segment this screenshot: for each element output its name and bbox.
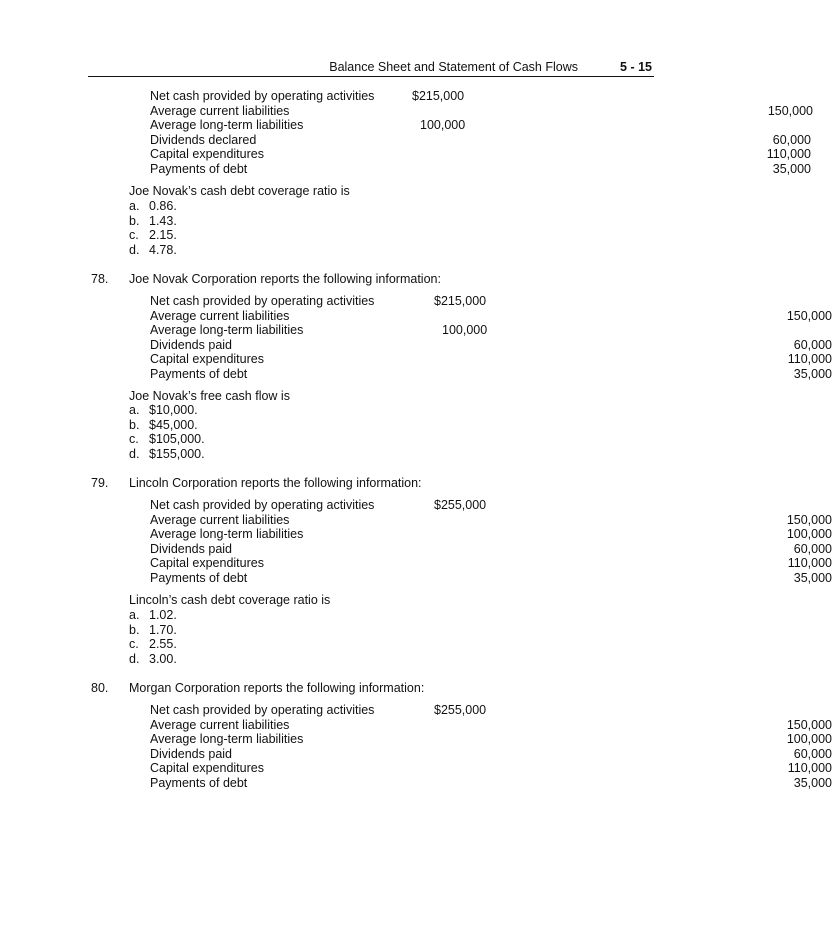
row-label: Average current liabilities xyxy=(150,717,290,732)
row-label: Average current liabilities xyxy=(150,512,290,527)
choice-letter: c. xyxy=(129,228,139,242)
choice-text: 2.55. xyxy=(149,637,177,651)
table-row xyxy=(150,775,832,791)
table-row xyxy=(150,118,490,133)
header-title: Balance Sheet and Statement of Cash Flows xyxy=(329,60,578,74)
table-row xyxy=(150,498,490,513)
table-row xyxy=(150,717,832,733)
row-value: 35,000 xyxy=(772,161,811,176)
table-row xyxy=(150,703,490,718)
row-value: 60,000 xyxy=(793,337,832,352)
row-value: 150,000 xyxy=(786,717,832,732)
choice-letter: d. xyxy=(129,446,140,461)
table-row xyxy=(150,147,811,162)
row-label: Net cash provided by operating activities xyxy=(150,498,375,512)
choice-letter: b. xyxy=(129,213,140,228)
table-row xyxy=(150,366,832,382)
table-row xyxy=(150,308,832,324)
row-value: 150,000 xyxy=(767,103,813,118)
row-label: Average current liabilities xyxy=(150,308,290,323)
intro-data-table xyxy=(150,89,813,176)
table-row xyxy=(150,541,832,557)
row-label: Payments of debt xyxy=(150,570,248,585)
question-number: 78. xyxy=(91,272,109,286)
table-row xyxy=(150,556,832,571)
page-number: 5 - 15 xyxy=(620,60,652,74)
row-label: Payments of debt xyxy=(150,161,248,176)
question-prompt: Joe Novak’s free cash flow is xyxy=(129,389,290,403)
question-data-table xyxy=(150,498,832,585)
row-value: 110,000 xyxy=(787,556,832,570)
row-value: $255,000 xyxy=(434,703,487,717)
table-row xyxy=(150,89,490,104)
row-value: 100,000 xyxy=(786,732,832,746)
row-value: $215,000 xyxy=(412,89,465,103)
table-row xyxy=(150,161,811,177)
header-rule xyxy=(88,76,654,77)
row-label: Capital expenditures xyxy=(150,761,264,775)
choice-letter: a. xyxy=(129,199,140,213)
table-row xyxy=(150,761,832,776)
row-value: 100,000 xyxy=(420,118,466,132)
question-data-table xyxy=(150,294,832,381)
question-stem: Joe Novak Corporation reports the following information: xyxy=(129,272,441,286)
row-label: Payments of debt xyxy=(150,366,248,381)
row-label: Dividends paid xyxy=(150,541,232,556)
table-row xyxy=(150,103,813,119)
row-value: 35,000 xyxy=(793,775,832,790)
choice-text: 1.70. xyxy=(149,622,177,637)
question-data-table xyxy=(150,703,832,790)
row-value: 100,000 xyxy=(786,527,832,541)
page-header xyxy=(88,58,654,78)
row-value: 60,000 xyxy=(772,132,811,147)
row-label: Average current liabilities xyxy=(150,103,290,118)
row-value: 110,000 xyxy=(787,352,832,366)
row-value: 35,000 xyxy=(793,366,832,381)
table-row xyxy=(150,337,832,353)
row-value: 100,000 xyxy=(442,323,488,337)
row-value: 110,000 xyxy=(787,761,832,775)
choice-letter: a. xyxy=(129,403,140,417)
choice-text: 0.86. xyxy=(149,199,177,213)
choice-letter: c. xyxy=(129,432,139,446)
choice-text: $10,000. xyxy=(149,403,198,417)
row-value: 110,000 xyxy=(766,147,811,161)
choice-text: 1.02. xyxy=(149,608,177,622)
choice-letter: c. xyxy=(129,637,139,651)
row-label: Average long-term liabilities xyxy=(150,732,304,746)
row-value: $255,000 xyxy=(434,498,487,512)
choice-text: $45,000. xyxy=(149,417,198,432)
row-label: Net cash provided by operating activities xyxy=(150,89,375,103)
question-number: 79. xyxy=(91,476,109,490)
choice-text: $105,000. xyxy=(149,432,205,446)
question-stem: Joe Novak’s cash debt coverage ratio is xyxy=(129,184,350,198)
choice-letter: a. xyxy=(129,608,140,622)
row-value: 60,000 xyxy=(793,541,832,556)
row-label: Dividends paid xyxy=(150,746,232,761)
row-value: 150,000 xyxy=(786,512,832,527)
row-value: 35,000 xyxy=(793,570,832,585)
row-value: $215,000 xyxy=(434,294,487,308)
choice-letter: b. xyxy=(129,417,140,432)
row-label: Capital expenditures xyxy=(150,147,264,161)
row-label: Average long-term liabilities xyxy=(150,118,304,132)
row-label: Capital expenditures xyxy=(150,556,264,570)
question-stem: Lincoln Corporation reports the following information: xyxy=(129,476,422,490)
choice-text: 4.78. xyxy=(149,242,177,257)
choice-text: $155,000. xyxy=(149,446,205,461)
choice-letter: d. xyxy=(129,242,140,257)
row-label: Capital expenditures xyxy=(150,352,264,366)
row-label: Net cash provided by operating activities xyxy=(150,703,375,717)
table-row xyxy=(150,323,490,338)
row-label: Payments of debt xyxy=(150,775,248,790)
table-row xyxy=(150,132,811,148)
row-value: 150,000 xyxy=(786,308,832,323)
question-number: 80. xyxy=(91,681,109,695)
row-label: Dividends declared xyxy=(150,132,257,147)
choice-text: 2.15. xyxy=(149,228,177,242)
table-row xyxy=(150,512,832,528)
choice-text: 3.00. xyxy=(149,651,177,666)
choice-text: 1.43. xyxy=(149,213,177,228)
table-row xyxy=(150,352,832,367)
row-label: Dividends paid xyxy=(150,337,232,352)
row-label: Net cash provided by operating activities xyxy=(150,294,375,308)
table-row xyxy=(150,527,832,542)
table-row xyxy=(150,732,832,747)
table-row xyxy=(150,294,490,309)
choice-letter: b. xyxy=(129,622,140,637)
question-prompt: Lincoln’s cash debt coverage ratio is xyxy=(129,593,331,607)
table-row xyxy=(150,746,832,762)
table-row xyxy=(150,570,832,586)
question-stem: Morgan Corporation reports the following information: xyxy=(129,681,425,695)
row-label: Average long-term liabilities xyxy=(150,527,304,541)
row-value: 60,000 xyxy=(793,746,832,761)
row-label: Average long-term liabilities xyxy=(150,323,304,337)
choice-letter: d. xyxy=(129,651,140,666)
